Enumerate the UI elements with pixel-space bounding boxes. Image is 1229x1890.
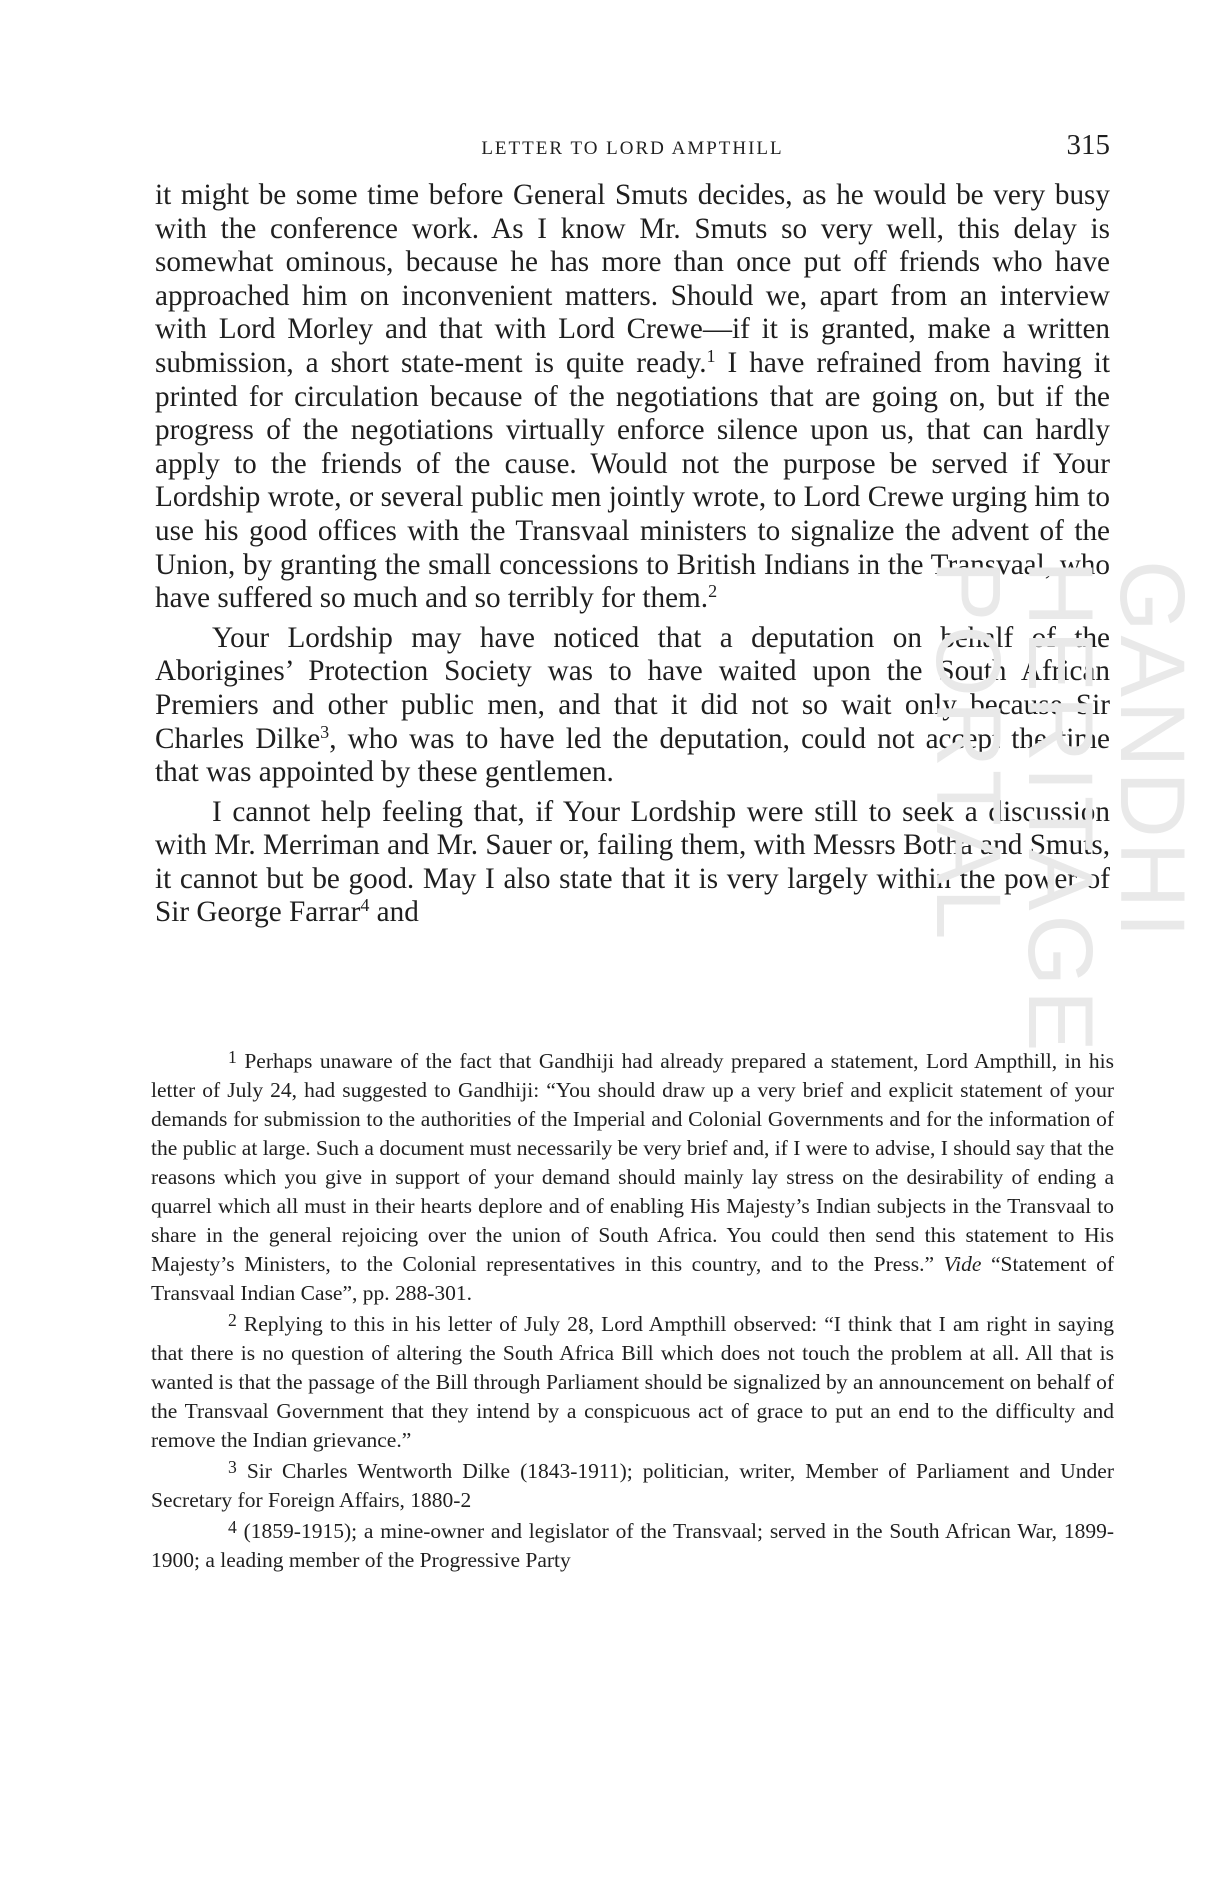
footnote-number: 4 — [228, 1517, 237, 1538]
footnote-number: 2 — [228, 1310, 237, 1331]
footnote-text: Perhaps unaware of the fact that Gandhiji had already prepared a statement, Lord Ampthill, in his letter of July 24, had suggested to Gandhiji: “You should draw up a very brief and explicit statement of your demands for submission to the authorities of the Imperial and Colonial Governments and for the information of the public at large. Such a document must necessarily be very brief and, if I were to advise, I should say that the reasons which you give in support of your demand should mainly lay stress on the desirability of ending a quarrel which all must in their hearts deplore and of enabling His Majesty’s Indian subjects in the Transvaal to share in the general rejoicing over the union of South Africa. You could then send this statement to His Majesty’s Ministers, to the Colonial representatives in this country, and to the Press.” — [151, 1049, 1114, 1276]
footnote-ref[interactable]: 2 — [708, 581, 718, 602]
footnote-text: Sir Charles Wentworth Dilke (1843-1911); politician, writer, Member of Parliament and Under Secretary for Foreign Affairs, 1880-2 — [151, 1459, 1114, 1512]
paragraph-text: it might be some time before General Smuts decides, as he would be very busy with the conference work. As I know Mr. Smuts so very well, this delay is somewhat ominous, because he has more than once put off friends who have approached him on inconvenient matters. Should we, apart from an interview with Lord Morley and that with Lord Crewe—if it is granted, make a written submission, a short state-ment is quite ready. — [155, 179, 1110, 379]
page-header — [155, 129, 1110, 165]
body-paragraph — [155, 179, 1110, 616]
footnote-ref[interactable]: 1 — [706, 346, 716, 367]
running-title: LETTER TO LORD AMPTHILL — [481, 138, 784, 159]
paragraph-text: I have refrained from having it printed for circulation because of the negotiations that are going on, but if the progress of the negotiations virtually enforce silence upon us, that can hardly apply to the friends of the cause. Would not the purpose be served if Your Lordship wrote, or several public men jointly wrote, to Lord Crewe urging him to use his good offices with the Transvaal ministers to signalize the advent of the Union, by granting the small concessions to British Indians in the Transvaal, who have suffered so much and so terribly for them. — [155, 346, 1110, 615]
footnote-text: Replying to this in his letter of July 28, Lord Ampthill observed: “I think that I am right in saying that there is no question of altering the South Africa Bill which does not touch the problem at all. All that is wanted is that the passage of the Bill through Parliament should be signalized by an announcement on behalf of the Transvaal Government that they intend by a conspicuous act of grace to put an end to the difficulty and remove the Indian grievance.” — [151, 1312, 1114, 1452]
footnote-vide: Vide — [943, 1252, 982, 1276]
watermark: GANDHI HERITAGE PORTAL — [917, 560, 1203, 1056]
footnote-ref[interactable]: 4 — [360, 895, 370, 916]
footnote — [151, 1517, 1114, 1575]
paragraph-text: I cannot help feeling that, if Your Lordship were still to seek a discussion with Mr. Merriman and Mr. Sauer or, failing them, with Messrs Botha and Smuts, it cannot but be good. May I also state that it is very largely within the power of Sir George Farrar — [155, 795, 1110, 929]
footnote — [151, 1457, 1114, 1515]
footnote-ref[interactable]: 3 — [320, 721, 330, 742]
footnote — [151, 1310, 1114, 1455]
page-number: 315 — [1066, 129, 1110, 161]
footnotes — [151, 1047, 1114, 1577]
paragraph-text: , who was to have led the deputation, could not accept the time that was appointed by these gentlemen. — [155, 722, 1110, 789]
footnote-text: (1859-1915); a mine-owner and legislator of the Transvaal; served in the South African War, 1899-1900; a leading member of the Progressive Party — [151, 1519, 1114, 1572]
footnote — [151, 1047, 1114, 1308]
footnote-number: 3 — [228, 1457, 237, 1478]
footnote-text: “Statement of Transvaal Indian Case”, pp. 288-301. — [151, 1252, 1114, 1305]
paragraph-text: Your Lordship may have noticed that a deputation on behalf of the Aborigines’ Protection Society was to have waited upon the South African Premiers and other public men, and that it did not so wait only because Sir Charles Dilke — [155, 621, 1110, 755]
footnote-number: 1 — [228, 1047, 237, 1068]
paragraph-text: and — [369, 896, 419, 929]
